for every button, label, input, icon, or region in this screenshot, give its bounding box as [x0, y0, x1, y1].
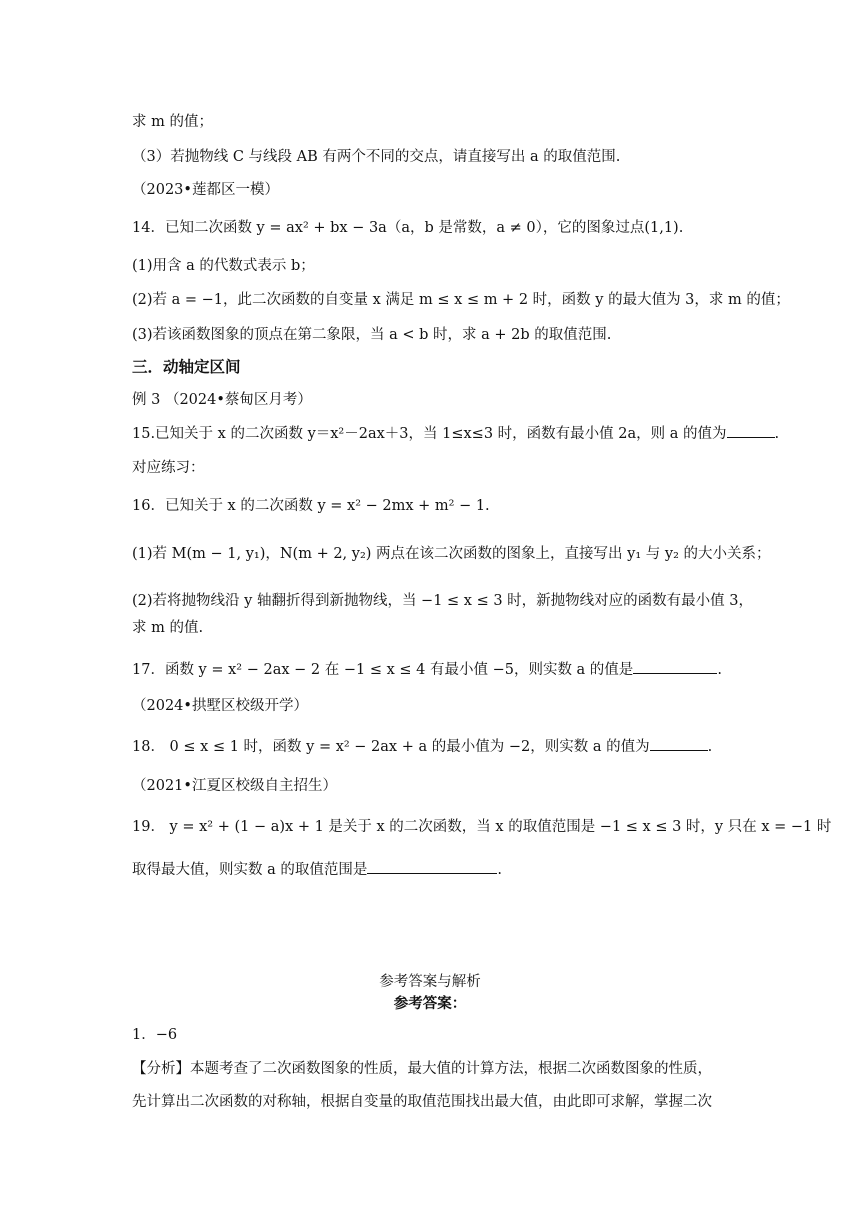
question-text: 15.已知关于 x 的二次函数 y＝x²－2ax＋3，当 1≤x≤3 时，函数有最小值 2a，则 a 的值为	[132, 426, 727, 442]
source-note: （2021•江夏区校级自主招生）	[132, 778, 337, 794]
analysis-line: 【分析】本题考查了二次函数图象的性质，最大值的计算方法，根据二次函数图象的性质，	[132, 1061, 712, 1077]
question-16-part-1: (1)若 M(m − 1, y₁)，N(m + 2, y₂) 两点在该二次函数的图象上，直接写出 y₁ 与 y₂ 的大小关系；	[132, 546, 771, 562]
question-14-part-2: (2)若 a = −1，此二次函数的自变量 x 满足 m ≤ x ≤ m + 2 时，函数 y 的最大值为 3，求 m 的值；	[132, 292, 790, 308]
source-note: （2024•拱墅区校级开学）	[132, 698, 308, 714]
practice-heading: 对应练习：	[132, 460, 205, 476]
question-14: 14．已知二次函数 y = ax² + bx − 3a（a，b 是常数，a ≠ 0），它的图象过点(1,1).	[132, 220, 684, 236]
example-heading: 例 3 （2024•蔡甸区月考）	[132, 392, 312, 408]
question-15	[132, 423, 779, 444]
text-line: 求 m 的值；	[132, 114, 213, 130]
question-19-cont	[132, 859, 502, 880]
question-17	[132, 659, 722, 680]
answer-1: 1．−6	[132, 1027, 178, 1043]
question-text: 18． 0 ≤ x ≤ 1 时，函数 y = x² − 2ax + a 的最小值为 −2，则实数 a 的值为	[132, 739, 650, 755]
question-18	[132, 736, 712, 757]
section-heading: 三．动轴定区间	[132, 358, 241, 376]
answers-subtitle: 参考答案：	[393, 995, 467, 1012]
question-tail: .	[497, 862, 502, 878]
question-text: 取得最大值，则实数 a 的取值范围是	[132, 862, 368, 878]
question-16-part-2-cont: 求 m 的值.	[132, 620, 204, 636]
question-19: 19． y = x² + (1 − a)x + 1 是关于 x 的二次函数，当 x 的取值范围是 −1 ≤ x ≤ 3 时，y 只在 x = −1 时	[132, 819, 832, 835]
text-line: （3）若抛物线 C 与线段 AB 有两个不同的交点，请直接写出 a 的取值范围.	[132, 149, 621, 165]
question-text: 17．函数 y = x² − 2ax − 2 在 −1 ≤ x ≤ 4 有最小值 −5，则实数 a 的值是	[132, 662, 634, 678]
question-tail: .	[717, 662, 722, 678]
question-14-part-3: (3)若该函数图象的顶点在第二象限，当 a < b 时，求 a + 2b 的取值范围.	[132, 327, 612, 343]
answer-blank	[650, 736, 708, 751]
answer-blank	[367, 859, 497, 874]
answers-title: 参考答案与解析	[379, 974, 481, 990]
question-14-part-1: (1)用含 a 的代数式表示 b；	[132, 258, 315, 274]
answer-blank	[633, 659, 717, 674]
question-tail: .	[774, 426, 780, 442]
question-tail: .	[707, 739, 713, 755]
answer-blank	[727, 423, 775, 438]
question-16: 16．已知关于 x 的二次函数 y = x² − 2mx + m² − 1.	[132, 498, 490, 514]
analysis-line: 先计算出二次函数的对称轴，根据自变量的取值范围找出最大值，由此即可求解，掌握二次	[132, 1094, 712, 1110]
source-note: （2023•莲都区一模）	[132, 182, 279, 198]
question-16-part-2: (2)若将抛物线沿 y 轴翻折得到新抛物线，当 −1 ≤ x ≤ 3 时，新抛物线对应的函数有最小值 3，	[132, 593, 754, 609]
